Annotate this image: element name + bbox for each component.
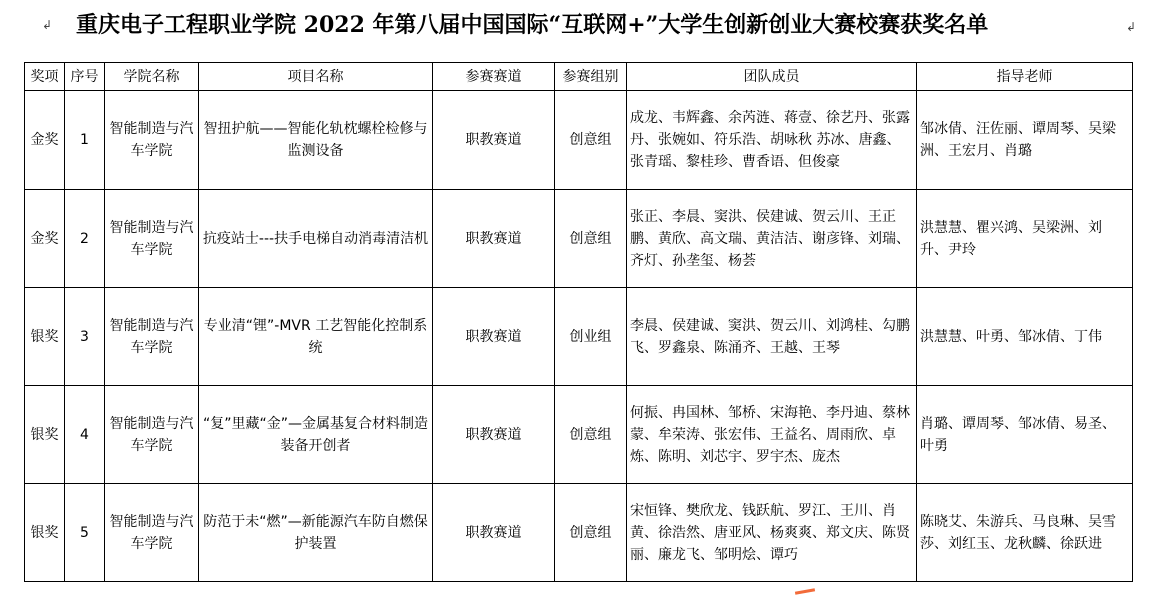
table-header-row [25,63,1133,91]
table-row [25,386,1133,484]
award-cell: 银奖 [25,484,65,582]
header-college: 学院名称 [105,63,199,91]
header-track: 参赛赛道 [433,63,555,91]
college-cell: 智能制造与汽车学院 [105,386,199,484]
project-cell: 防范于未“燃”—新能源汽车防自燃保护装置 [199,484,433,582]
award-cell: 金奖 [25,91,65,190]
table-row [25,91,1133,190]
members-cell: 宋恒锋、樊欣龙、钱跃航、罗江、王川、肖黄、徐浩然、唐亚风、杨爽爽、郑文庆、陈贤丽、廉龙飞、邹明烩、谭巧 [627,484,917,582]
paragraph-mark: ↲ [42,18,53,32]
track-cell: 职教赛道 [433,484,555,582]
group-cell: 创意组 [555,91,627,190]
college-cell: 智能制造与汽车学院 [105,190,199,288]
header-index: 序号 [65,63,105,91]
index-cell: 5 [65,484,105,582]
document-title: 重庆电子工程职业学院 2022 年第八届中国国际“互联网+”大学生创新创业大赛校赛获奖名单 [76,12,989,38]
index-cell: 4 [65,386,105,484]
members-cell: 张正、李晨、窦洪、侯建诚、贺云川、王正鹏、黄欣、高文瑞、黄洁洁、谢彦锋、刘瑞、齐灯、孙垄玺、杨荟 [627,190,917,288]
advisors-cell: 洪慧慧、瞿兴鸿、吴梁洲、刘升、尹玲 [917,190,1133,288]
track-cell: 职教赛道 [433,190,555,288]
project-cell: 智扭护航——智能化轨枕螺栓检修与监测设备 [199,91,433,190]
header-group: 参赛组别 [555,63,627,91]
table-row [25,484,1133,582]
advisors-cell: 邹冰倩、汪佐丽、谭周琴、吴梁洲、王宏月、肖璐 [917,91,1133,190]
award-cell: 银奖 [25,386,65,484]
advisors-cell: 洪慧慧、叶勇、邹冰倩、丁伟 [917,288,1133,386]
award-cell: 银奖 [25,288,65,386]
paragraph-mark: ↲ [1126,20,1137,34]
college-cell: 智能制造与汽车学院 [105,288,199,386]
header-advisors: 指导老师 [917,63,1133,91]
group-cell: 创意组 [555,386,627,484]
table-row [25,190,1133,288]
members-cell: 李晨、侯建诚、窦洪、贺云川、刘鸿桂、勾鹏飞、罗鑫泉、陈涌齐、王越、王琴 [627,288,917,386]
track-cell: 职教赛道 [433,91,555,190]
members-cell: 何振、冉国林、邹桥、宋海艳、李丹迪、蔡林蒙、牟荣涛、张宏伟、王益名、周雨欣、卓炼、陈明、刘芯宇、罗宇杰、庞杰 [627,386,917,484]
index-cell: 2 [65,190,105,288]
college-cell: 智能制造与汽车学院 [105,91,199,190]
members-cell: 成龙、韦辉鑫、余芮涟、蒋壹、徐艺丹、张露丹、张婉如、符乐浩、胡咏秋 苏冰、唐鑫、张青瑶、黎桂珍、曹香语、但俊豪 [627,91,917,190]
group-cell: 创意组 [555,484,627,582]
advisors-cell: 陈晓艾、朱游兵、马良琳、吴雪莎、刘红玉、龙秋麟、徐跃进 [917,484,1133,582]
advisors-cell: 肖璐、谭周琴、邹冰倩、易圣、叶勇 [917,386,1133,484]
project-cell: “复”里藏“金”—金属基复合材料制造装备开创者 [199,386,433,484]
index-cell: 3 [65,288,105,386]
awards-table [24,62,1133,582]
header-project: 项目名称 [199,63,433,91]
award-cell: 金奖 [25,190,65,288]
project-cell: 专业清“锂”-MVR 工艺智能化控制系统 [199,288,433,386]
track-cell: 职教赛道 [433,288,555,386]
header-members: 团队成员 [627,63,917,91]
header-award: 奖项 [25,63,65,91]
group-cell: 创意组 [555,190,627,288]
decorative-mark [795,588,815,594]
track-cell: 职教赛道 [433,386,555,484]
index-cell: 1 [65,91,105,190]
college-cell: 智能制造与汽车学院 [105,484,199,582]
table-row [25,288,1133,386]
project-cell: 抗疫站士---扶手电梯自动消毒清洁机 [199,190,433,288]
group-cell: 创业组 [555,288,627,386]
